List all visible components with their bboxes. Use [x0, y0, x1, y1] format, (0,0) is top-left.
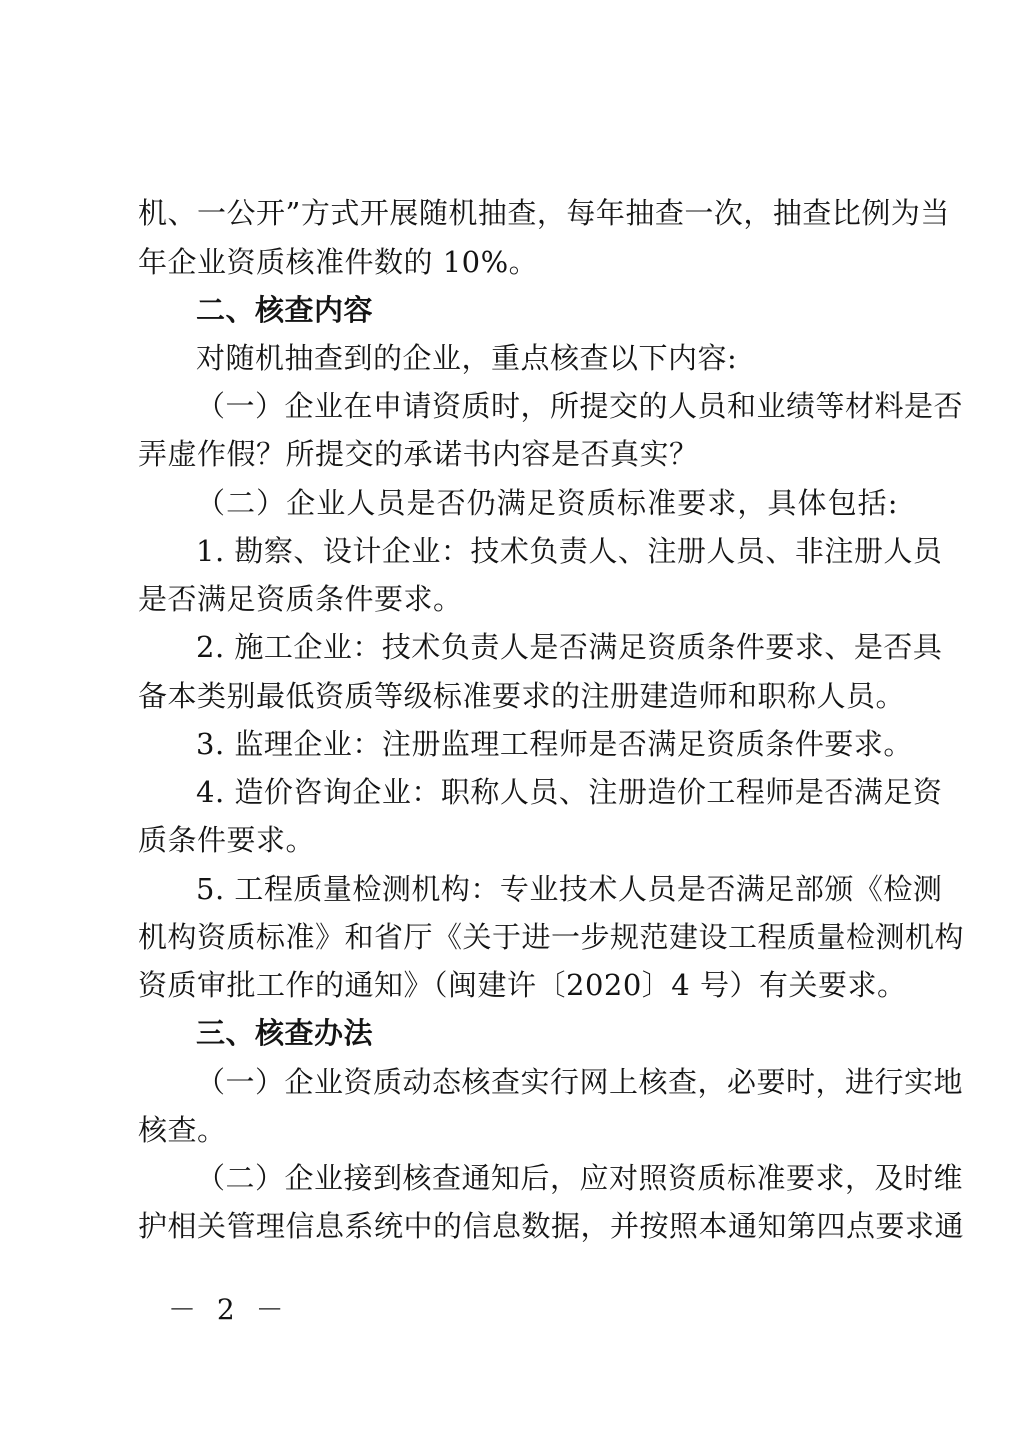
body-text-line: 弄虚作假？所提交的承诺书内容是否真实？: [138, 437, 699, 471]
page-number: － 2 －: [168, 1293, 290, 1326]
body-text-line: 年企业资质核准件数的 10%。: [138, 245, 539, 279]
body-text-line: 资质审批工作的通知》（闽建许〔2020〕4 号）有关要求。: [138, 968, 907, 1002]
section-heading-content: 二、核查内容: [196, 293, 374, 327]
body-text-line: 核查。: [138, 1113, 227, 1147]
body-text-line: 备本类别最低资质等级标准要求的注册建造师和职称人员。: [138, 679, 906, 713]
body-text-line: （一）企业在申请资质时，所提交的人员和业绩等材料是否: [196, 389, 964, 423]
body-text-line: 对随机抽查到的企业，重点核查以下内容:: [196, 341, 738, 375]
body-text-line: 2. 施工企业：技术负责人是否满足资质条件要求、是否具: [196, 630, 943, 664]
body-text-line: 机、一公开”方式开展随机抽查，每年抽查一次，抽查比例为当: [138, 196, 950, 230]
body-text-line: 3. 监理企业：注册监理工程师是否满足资质条件要求。: [196, 727, 913, 761]
section-heading-method: 三、核查办法: [196, 1016, 374, 1050]
body-text-line: 机构资质标准》和省厅《关于进一步规范建设工程质量检测机构: [138, 920, 965, 954]
body-text-line: 护相关管理信息系统中的信息数据，并按照本通知第四点要求通: [138, 1209, 965, 1243]
body-text-line: 是否满足资质条件要求。: [138, 582, 463, 616]
body-text-line: （一）企业资质动态核查实行网上核查，必要时，进行实地: [196, 1065, 964, 1099]
body-text-line: （二）企业接到核查通知后，应对照资质标准要求，及时维: [196, 1161, 964, 1195]
body-text-line: 5. 工程质量检测机构：专业技术人员是否满足部颁《检测: [196, 872, 943, 906]
body-text-line: 4. 造价咨询企业：职称人员、注册造价工程师是否满足资: [196, 775, 943, 809]
body-text-line: 1. 勘察、设计企业：技术负责人、注册人员、非注册人员: [196, 534, 943, 568]
body-text-line: （二）企业人员是否仍满足资质标准要求，具体包括:: [196, 486, 898, 520]
body-text-line: 质条件要求。: [138, 823, 316, 857]
